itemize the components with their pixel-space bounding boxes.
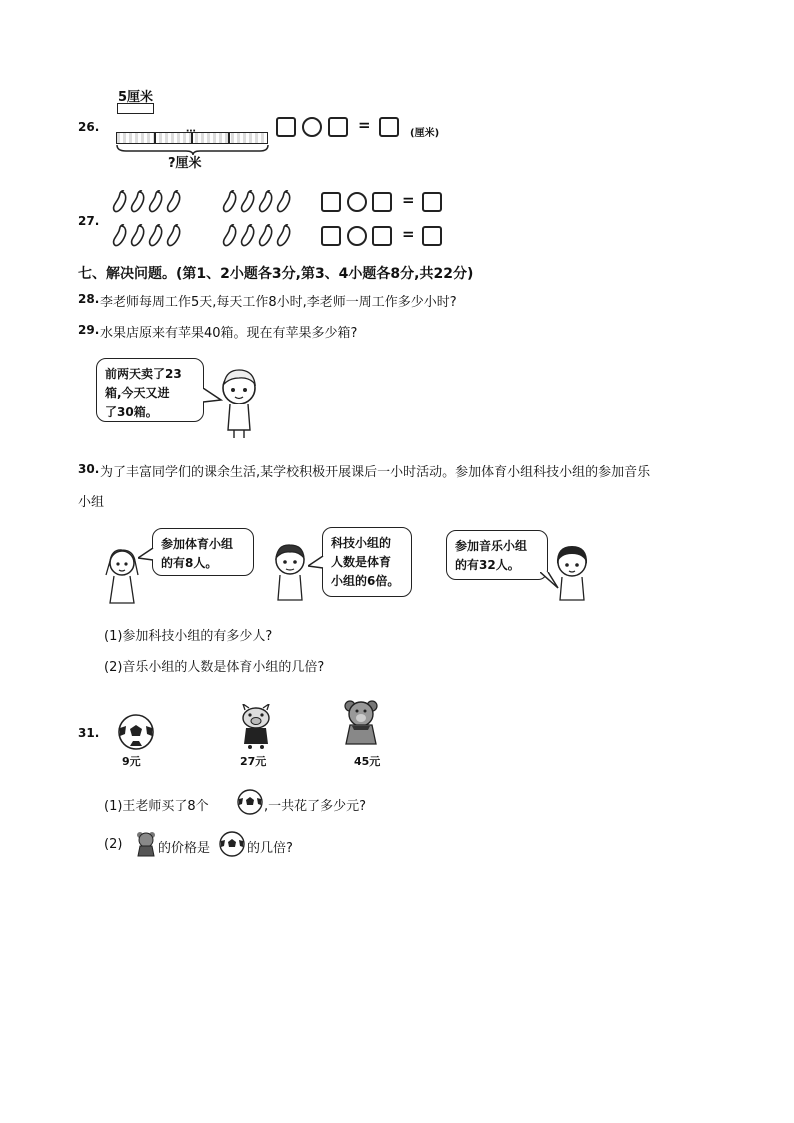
q31-number: 31. — [78, 726, 100, 740]
q29-text: 水果店原来有苹果40箱。现在有苹果多少箱? — [100, 326, 358, 341]
soccer-ball-icon — [218, 830, 246, 858]
answer-box[interactable] — [321, 192, 341, 212]
q30-sub2: (2)音乐小组的人数是体育小组的几倍? — [104, 660, 325, 675]
q26-number: 26. — [78, 120, 100, 134]
bubble-tail — [138, 548, 154, 564]
bear-toy-icon — [338, 698, 384, 748]
girl-icon — [550, 540, 594, 604]
segment-label: 5厘米 — [118, 90, 154, 105]
soccer-ball-icon — [116, 712, 156, 752]
q31-sub2-a: (2) — [104, 837, 123, 852]
eggplant-group-icon — [110, 188, 310, 252]
speech-bubble: 参加体育小组 的有8人。 — [152, 528, 254, 576]
q28-text: 李老师每周工作5天,每天工作8小时,李老师一周工作多少小时? — [100, 295, 457, 310]
q30-number: 30. — [78, 462, 100, 476]
section-title: 七、解决问题。(第1、2小题各3分,第3、4小题各8分,共22分) — [78, 266, 474, 282]
speech-bubble: 前两天卖了23 箱,今天又进 了30箱。 — [96, 358, 204, 422]
answer-box[interactable] — [372, 226, 392, 246]
girl-icon — [216, 364, 262, 440]
q27-number: 27. — [78, 214, 100, 228]
q28-number: 28. — [78, 292, 100, 306]
q31-sub1-a: (1)王老师买了8个 — [104, 799, 209, 814]
equals-sign: = — [402, 225, 415, 243]
q31-sub1-b: ,一共花了多少元? — [264, 799, 367, 814]
speech-bubble: 参加音乐小组 的有32人。 — [446, 530, 548, 580]
equals-sign: = — [358, 116, 371, 134]
answer-box[interactable] — [328, 117, 348, 137]
girl-icon — [102, 545, 142, 607]
bear-toy-icon — [134, 830, 158, 858]
q29-number: 29. — [78, 323, 100, 337]
bubble-tail — [308, 556, 324, 572]
answer-box[interactable] — [321, 226, 341, 246]
q30-sub1: (1)参加科技小组的有多少人? — [104, 629, 273, 644]
speech-bubble: 科技小组的 人数是体育 小组的6倍。 — [322, 527, 412, 597]
price-label: 9元 — [122, 755, 141, 768]
q30-text-line2: 小组 — [78, 495, 105, 510]
ellipsis-dots: ⋯ — [186, 126, 196, 137]
soccer-ball-icon — [236, 788, 264, 816]
boy-icon — [268, 540, 312, 606]
q30-text-line1: 为了丰富同学们的课余生活,某学校积极开展课后一小时活动。参加体育小组科技小组的参加音乐 — [100, 465, 651, 480]
price-label: 27元 — [240, 755, 267, 768]
q31-sub2-c: 的几倍? — [247, 841, 293, 856]
answer-box[interactable] — [276, 117, 296, 137]
pig-toy-icon — [236, 704, 276, 750]
operator-circle[interactable] — [347, 192, 367, 212]
equals-sign: = — [402, 191, 415, 209]
unit-label: (厘米) — [410, 128, 440, 139]
operator-circle[interactable] — [302, 117, 322, 137]
result-box[interactable] — [422, 192, 442, 212]
operator-circle[interactable] — [347, 226, 367, 246]
q31-sub2-b: 的价格是 — [158, 841, 211, 856]
result-box[interactable] — [379, 117, 399, 137]
segment-marker — [117, 103, 154, 114]
answer-box[interactable] — [372, 192, 392, 212]
result-box[interactable] — [422, 226, 442, 246]
total-label: ?厘米 — [168, 156, 202, 171]
price-label: 45元 — [354, 755, 381, 768]
